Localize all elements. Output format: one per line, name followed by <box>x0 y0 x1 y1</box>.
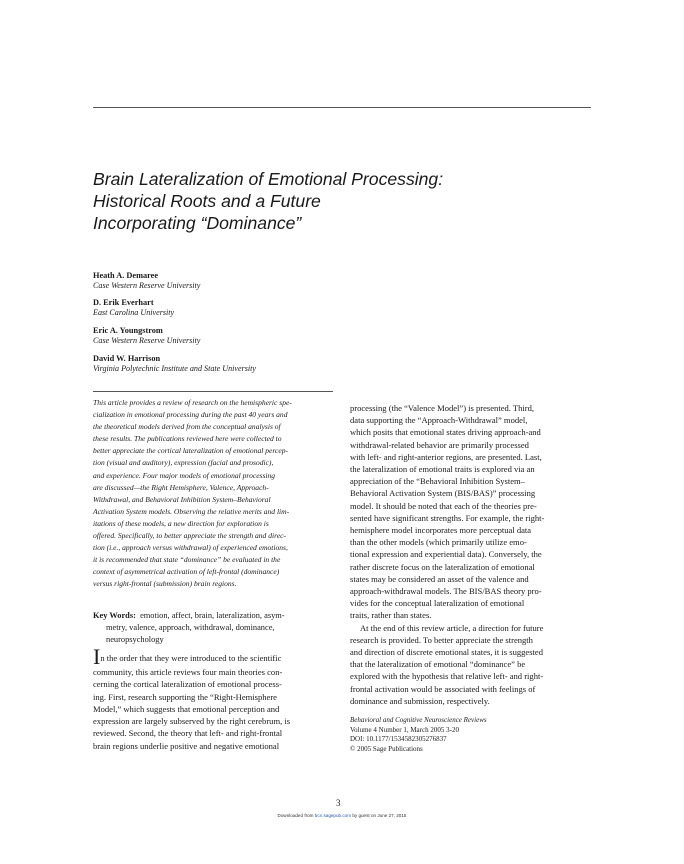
abstract-line: versus right-frontal (submission) brain regions. <box>93 579 237 589</box>
abstract-line: the theoretical models derived from the conceptual analysis of <box>93 422 281 432</box>
title-line: Brain Lateralization of Emotional Processing: <box>93 169 444 189</box>
author-block <box>93 354 393 374</box>
download-suffix: by guest on June 27, 2015 <box>351 813 407 818</box>
abstract-line: offered. Specifically, to better appreciate the strength and direc- <box>93 531 286 541</box>
author-block <box>93 298 393 318</box>
title-line: Historical Roots and a Future <box>93 191 321 211</box>
body-line: Behavioral Activation System (BIS/BAS)” processing <box>350 488 536 499</box>
body-line: with left- and right-anterior regions, are presented. Last, <box>350 451 542 462</box>
keywords-line: neuropsychology <box>106 635 164 644</box>
body-line: and direction of discrete emotional states, it is suggested <box>350 647 543 658</box>
download-prefix: Downloaded from <box>277 813 315 818</box>
download-link[interactable]: bcn.sagepub.com <box>314 813 352 818</box>
body-line: reviewed. Second, the theory that left- and right-frontal <box>93 728 283 739</box>
body-line: Model,” which suggests that emotional perception and <box>93 703 280 714</box>
body-line: withdrawal-related behavior are primarily processed <box>350 439 529 450</box>
abstract-line: these results. The publications reviewed here were collected to <box>93 434 282 444</box>
abstract-rule <box>93 391 333 392</box>
journal-copyright: © 2005 Sage Publications <box>350 744 423 753</box>
journal-info <box>350 716 592 754</box>
author-name: D. Erik Everhart <box>93 298 154 307</box>
abstract-line: are discussed—the Right Hemisphere, Valence, Approach- <box>93 482 269 492</box>
journal-title: Behavioral and Cognitive Neuroscience Reviews <box>350 716 487 724</box>
author-affiliation: Virginia Polytechnic Institute and State University <box>93 364 256 373</box>
body-line: explored with the hypothesis that relative left- and right- <box>350 671 544 682</box>
title-line: Incorporating “Dominance” <box>93 213 302 233</box>
keywords-line: emotion, affect, brain, lateralization, asym- <box>140 611 285 620</box>
body-line: states may be considered an asset of the valence and <box>350 573 529 584</box>
journal-volume: Volume 4 Number 1, March 2005 3-20 <box>350 725 459 734</box>
body-line: processing (the “Valence Model”) is presented. Third, <box>350 403 535 413</box>
body-line: tional expression and experiential data). Conversely, the <box>350 549 542 560</box>
page-number: 3 <box>336 798 341 808</box>
abstract-line: cialization in emotional processing during the past 40 years and <box>93 410 288 420</box>
drop-cap: I <box>93 644 101 669</box>
body-line: model. It should be noted that each of the theories pre- <box>350 500 537 511</box>
body-line: rather discrete focus on the lateralization of emotional <box>350 561 535 572</box>
body-line: appreciation of the “Behavioral Inhibition System– <box>350 476 525 487</box>
keywords <box>93 610 333 646</box>
body-line: dominance and submission, respectively. <box>350 695 490 706</box>
author-affiliation: East Carolina University <box>93 308 175 317</box>
article-title <box>93 168 533 234</box>
abstract-line: better appreciate the cortical lateralization of emotional percep- <box>93 446 288 456</box>
journal-doi: DOI: 10.1177/1534582305276837 <box>350 735 447 743</box>
body-line: cerning the cortical lateralization of emotional process- <box>93 679 282 690</box>
body-line: traits, rather than states. <box>350 610 432 621</box>
body-line: At the end of this review article, a direction for future <box>360 622 544 633</box>
author-affiliation: Case Western Reserve University <box>93 281 201 290</box>
author-name: Heath A. Demaree <box>93 271 159 280</box>
body-line: ing. First, research supporting the “Right-Hemisphere <box>93 691 277 702</box>
body-line: than the other models (which primarily utilize emo- <box>350 537 527 548</box>
body-line: vides for the conceptual lateralization of emotional <box>350 598 525 609</box>
body-line: which posits that emotional states driving approach-and <box>350 427 541 438</box>
abstract <box>93 397 333 591</box>
download-footer <box>0 813 684 818</box>
author-name: Eric A. Youngstrom <box>93 326 163 335</box>
author-name: David W. Harrison <box>93 354 161 363</box>
abstract-line: This article provides a review of research on the hemispheric spe- <box>93 398 292 407</box>
body-line: the lateralization of emotional traits is explored via an <box>350 464 535 475</box>
body-line: hemisphere model incorporates more perceptual data <box>350 525 532 536</box>
body-line: n the order that they were introduced to the scientific <box>100 653 282 663</box>
author-block <box>93 271 393 291</box>
abstract-line: and experience. Four major models of emotional processing <box>93 470 276 480</box>
abstract-line: tion (i.e., approach versus withdrawal) of experienced emotions, <box>93 543 288 553</box>
body-line: expression are largely subserved by the right cerebrum, is <box>93 716 291 726</box>
abstract-line: Withdrawal, and Behavioral Inhibition System–Behavioral <box>93 494 271 504</box>
abstract-line: it is recommended that state “dominance” be evaluated in the <box>93 555 281 565</box>
abstract-line: tion (visual and auditory), expression (facial and prosodic), <box>93 458 274 468</box>
body-right-column <box>350 402 592 707</box>
author-block <box>93 326 393 346</box>
body-line: community, this article reviews four main theories con- <box>93 667 283 677</box>
abstract-line: Activation System models. Observing the relative merits and lim- <box>93 506 290 516</box>
body-line: data supporting the “Approach-Withdrawal” model, <box>350 415 528 426</box>
body-left-column <box>93 644 333 752</box>
keywords-line: metry, valence, approach, withdrawal, dominance, <box>106 623 275 632</box>
abstract-line: itations of these models, a new direction for exploration is <box>93 518 269 528</box>
top-rule <box>93 107 591 108</box>
abstract-line: context of asymmetrical activation of left-frontal (dominance) <box>93 567 280 577</box>
author-affiliation: Case Western Reserve University <box>93 336 201 345</box>
body-line: research is provided. To better appreciate the strength <box>350 634 533 645</box>
body-line: brain regions underlie positive and negative emotional <box>93 740 280 751</box>
body-line: that the lateralization of emotional “dominance” be <box>350 659 526 670</box>
keywords-label: Key Words: <box>93 611 136 620</box>
body-line: approach-withdrawal models. The BIS/BAS theory pro- <box>350 586 542 597</box>
body-line: sented have significant strengths. For example, the right- <box>350 512 545 523</box>
body-line: frontal activation would be associated with feelings of <box>350 683 536 694</box>
